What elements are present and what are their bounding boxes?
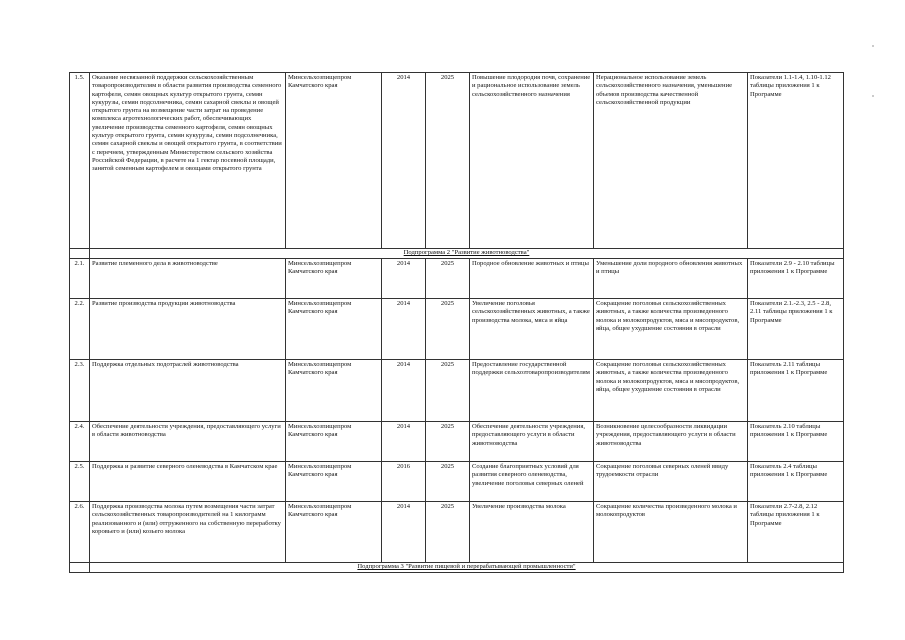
end-year: 2025 — [426, 502, 470, 563]
start-year: 2014 — [382, 360, 426, 422]
scan-speck — [872, 95, 874, 97]
indicators: Показатели 2.9 - 2.10 таблицы приложения 1 к Программе — [748, 259, 844, 299]
measure-name: Оказание несвязанной поддержки сельскохозяйственным товаропроизводителям в области развития производства семенного картофеля, семян овощных культур открытого грунта, семян кукурузы, семян подсолнечника, семян сахарной свеклы и овощей открытого грунта на возмещение части затрат на проведение комплекса агротехнологических работ, обеспечивающих увеличение производства семенного картофеля, семян овощных культур открытого грунта, семян кукурузы, семян подсолнечника, семян сахарной свеклы и овощей открытого грунта, в соответствии с перечнем, утвержденным Министерством сельского хозяйства Российской Федерации, в расчете на 1 гектар посевной площади, занятой семенным картофелем и овощами открытого грунта — [90, 73, 286, 249]
executor: Минсельхозпищепром Камчатского края — [286, 73, 382, 249]
start-year: 2014 — [382, 502, 426, 563]
expected-result: Увеличение производства молока — [470, 502, 594, 563]
executor: Минсельхозпищепром Камчатского края — [286, 422, 382, 462]
table-row — [70, 502, 844, 563]
row-number: 2.5. — [70, 462, 90, 502]
scan-speck — [872, 45, 874, 47]
start-year: 2014 — [382, 299, 426, 360]
row-number: 2.6. — [70, 502, 90, 563]
measure-name: Развитие племенного дела в животноводстве — [90, 259, 286, 299]
row-number: 2.3. — [70, 360, 90, 422]
consequence: Уменьшение доли породного обновления животных и птицы — [594, 259, 748, 299]
measure-name: Обеспечение деятельности учреждения, предоставляющего услуги в области животноводства — [90, 422, 286, 462]
indicators: Показатель 2.4 таблицы приложения 1 к Программе — [748, 462, 844, 502]
table-row — [70, 422, 844, 462]
executor: Минсельхозпищепром Камчатского края — [286, 462, 382, 502]
subprogram-row — [70, 249, 844, 259]
subprogram-title: Подпрограмма 2 "Развитие животноводства" — [403, 249, 530, 256]
end-year: 2025 — [426, 73, 470, 249]
executor: Минсельхозпищепром Камчатского края — [286, 502, 382, 563]
measure-name: Поддержка отдельных подотраслей животноводства — [90, 360, 286, 422]
executor: Минсельхозпищепром Камчатского края — [286, 360, 382, 422]
row-number: 2.1. — [70, 259, 90, 299]
measure-name: Развитие производства продукции животноводства — [90, 299, 286, 360]
expected-result: Обеспечение деятельности учреждения, предоставляющего услуги в области животноводства — [470, 422, 594, 462]
expected-result: Повышение плодородия почв, сохранение и рациональное использование земель сельскохозяйственного назначения — [470, 73, 594, 249]
start-year: 2014 — [382, 73, 426, 249]
table-row — [70, 73, 844, 249]
expected-result: Создание благоприятных условий для развития северного оленеводства, увеличение поголовья северных оленей — [470, 462, 594, 502]
start-year: 2014 — [382, 259, 426, 299]
end-year: 2025 — [426, 462, 470, 502]
end-year: 2025 — [426, 299, 470, 360]
subprogram-title: Подпрограмма 3 "Развитие пищевой и перерабатывающей промышленности" — [357, 563, 576, 570]
indicators: Показатели 1.1-1.4, 1.10-1.12 таблицы приложения 1 к Программе — [748, 73, 844, 249]
table-row — [70, 360, 844, 422]
start-year: 2014 — [382, 422, 426, 462]
end-year: 2025 — [426, 360, 470, 422]
row-number: 2.4. — [70, 422, 90, 462]
consequence: Сокращение количества произведенного молока и молокопродуктов — [594, 502, 748, 563]
measure-name: Поддержка и развитие северного оленеводства в Камчатском крае — [90, 462, 286, 502]
expected-result: Породное обновление животных и птицы — [470, 259, 594, 299]
table-row — [70, 259, 844, 299]
indicators: Показатели 2.7-2.8, 2.12 таблицы приложения 1 к Программе — [748, 502, 844, 563]
indicators: Показатели 2.1.-2.3, 2.5 - 2.8, 2.11 таблицы приложения 1 к Программе — [748, 299, 844, 360]
executor: Минсельхозпищепром Камчатского края — [286, 259, 382, 299]
start-year: 2016 — [382, 462, 426, 502]
row-number: 2.2. — [70, 299, 90, 360]
subprogram-row — [70, 563, 844, 573]
expected-result: Увеличение поголовья сельскохозяйственных животных, а также производства молока, мяса и яйца — [470, 299, 594, 360]
expected-result: Предоставление государственной поддержки сельхозтоваропроизводителям — [470, 360, 594, 422]
consequence: Сокращение поголовья сельскохозяйственных животных, а также количества произведенного молока и молокопродуктов, мяса и мясопродуктов, яйца, общее ухудшение состояния в отрасли — [594, 360, 748, 422]
program-measures-table — [69, 72, 844, 573]
table-row — [70, 299, 844, 360]
row-number: 1.5. — [70, 73, 90, 249]
indicators: Показатель 2.10 таблицы приложения 1 к Программе — [748, 422, 844, 462]
end-year: 2025 — [426, 422, 470, 462]
measure-name: Поддержка производства молока путем возмещения части затрат сельскохозяйственных товаропроизводителей на 1 килограмм реализованного и (или) отгруженного на собственную переработку коровьего и (или) козьего молока — [90, 502, 286, 563]
table-row — [70, 462, 844, 502]
end-year: 2025 — [426, 259, 470, 299]
consequence: Сокращение поголовья сельскохозяйственных животных, а также количества произведенного молока и молокопродуктов, мяса и мясопродуктов, яйца, общее ухудшение состояния в отрасли — [594, 299, 748, 360]
indicators: Показатель 2.11 таблицы приложения 1 к Программе — [748, 360, 844, 422]
executor: Минсельхозпищепром Камчатского края — [286, 299, 382, 360]
consequence: Сокращение поголовья северных оленей ввиду трудоемкости отрасли — [594, 462, 748, 502]
consequence: Возникновение целесообразности ликвидации учреждения, предоставляющего услуги в области животноводства — [594, 422, 748, 462]
consequence: Нерациональное использование земель сельскохозяйственного назначения, уменьшение объемов производства качественной сельскохозяйственной продукции — [594, 73, 748, 249]
